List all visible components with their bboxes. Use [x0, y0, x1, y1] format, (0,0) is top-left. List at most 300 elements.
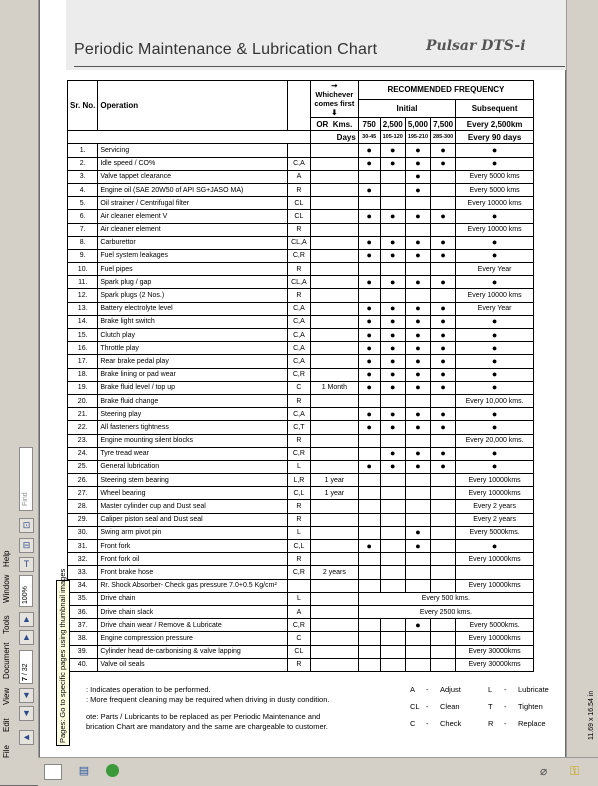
- cell-first: [310, 605, 358, 618]
- cell-sub: Every 20,000 kms.: [456, 434, 534, 447]
- menu-item-help[interactable]: Help: [2, 550, 11, 568]
- kms-label: Kms.: [332, 119, 353, 129]
- table-row: [68, 579, 534, 592]
- cell-first: [310, 658, 358, 671]
- cell-i4: ●: [431, 315, 456, 328]
- table-row: [68, 355, 534, 368]
- cell-i3: [405, 474, 430, 487]
- status-green-icon[interactable]: [106, 764, 119, 777]
- cell-i1: [358, 197, 380, 210]
- cell-sub: Every 10000kms: [456, 487, 534, 500]
- print-icon[interactable]: ▤: [78, 765, 90, 777]
- cell-i2: [380, 197, 405, 210]
- cell-i4: [431, 197, 456, 210]
- page-title: Periodic Maintenance & Lubrication Chart: [74, 41, 378, 58]
- legend-key: L: [488, 685, 493, 694]
- cell-i3: ●: [405, 210, 430, 223]
- blank-header: [68, 131, 311, 144]
- cell-op: Clutch play: [98, 329, 288, 342]
- cell-sub: Every 10000kms: [456, 632, 534, 645]
- prev-page-button[interactable]: ▲: [19, 612, 34, 627]
- table-row: [68, 210, 534, 223]
- table-row: [68, 302, 534, 315]
- cell-sr: 35.: [68, 592, 98, 605]
- menu-item-document[interactable]: Document: [2, 642, 11, 679]
- cell-code: C,A: [287, 342, 310, 355]
- km-750: 750: [358, 118, 380, 131]
- left-toolbar: [0, 0, 39, 785]
- cell-i4: [431, 540, 456, 553]
- cell-op: Air cleaner element V: [98, 210, 288, 223]
- cell-sub: ●: [456, 210, 534, 223]
- cell-i1: ●: [358, 183, 380, 196]
- cell-code: C,A: [287, 355, 310, 368]
- cell-first: [310, 170, 358, 183]
- right-arrow-icon: ➞: [331, 81, 338, 90]
- table-row: [68, 460, 534, 473]
- cell-i3: ●: [405, 619, 430, 632]
- table-row: [68, 487, 534, 500]
- cell-i4: ●: [431, 302, 456, 315]
- days-105: 105-120: [380, 131, 405, 144]
- cell-code: C,R: [287, 368, 310, 381]
- cell-code: C,R: [287, 447, 310, 460]
- table-row: [68, 315, 534, 328]
- cell-sr: 2.: [68, 157, 98, 170]
- cell-i2: [380, 223, 405, 236]
- cell-code: R: [287, 394, 310, 407]
- note-3: ote: Parts / Lubricants to be replaced as per Periodic Maintenance and: [86, 712, 321, 721]
- cell-i2: ●: [380, 368, 405, 381]
- page-current: 7: [22, 677, 29, 681]
- cell-i2: [380, 579, 405, 592]
- cell-sr: 22.: [68, 421, 98, 434]
- cell-i2: ●: [380, 302, 405, 315]
- table-row: [68, 249, 534, 262]
- cell-op: Brake fluid level / top up: [98, 381, 288, 394]
- cell-i1: ●: [358, 421, 380, 434]
- attachment-icon[interactable]: ⌀: [540, 764, 548, 778]
- cell-sub: Every 10000 kms: [456, 289, 534, 302]
- cell-op: Cylinder head de-carbonising & valve lapping: [98, 645, 288, 658]
- cell-sub: ●: [456, 249, 534, 262]
- cell-first: [310, 526, 358, 539]
- table-row: [68, 658, 534, 671]
- cell-i4: [431, 183, 456, 196]
- table-row: [68, 421, 534, 434]
- cell-i1: [358, 526, 380, 539]
- cell-sub: Every 5000 kms: [456, 183, 534, 196]
- cell-code: C,A: [287, 329, 310, 342]
- cell-code: R: [287, 434, 310, 447]
- cell-i4: [431, 513, 456, 526]
- page-thumbnail-icon[interactable]: [44, 764, 62, 780]
- cell-i3: ●: [405, 329, 430, 342]
- cell-i1: [358, 394, 380, 407]
- thumbnail-tooltip: [56, 568, 70, 746]
- legend-key: CL: [410, 702, 420, 711]
- cell-first: [310, 276, 358, 289]
- cell-i2: ●: [380, 355, 405, 368]
- cell-i3: ●: [405, 249, 430, 262]
- table-row: [68, 144, 534, 157]
- cell-sub: ●: [456, 368, 534, 381]
- table-row: [68, 566, 534, 579]
- menu-item-view[interactable]: View: [2, 687, 11, 706]
- cell-i1: [358, 170, 380, 183]
- cell-first: [310, 645, 358, 658]
- cell-i1: ●: [358, 355, 380, 368]
- table-row: [68, 394, 534, 407]
- cell-first: [310, 342, 358, 355]
- cell-i2: [380, 632, 405, 645]
- cell-i3: ●: [405, 381, 430, 394]
- cell-op: Steering play: [98, 408, 288, 421]
- table-row: [68, 276, 534, 289]
- cell-i2: [380, 474, 405, 487]
- cell-sub: Every Year: [456, 302, 534, 315]
- down-arrow-icon: ⬇: [331, 108, 338, 117]
- cell-i1: [358, 289, 380, 302]
- cell-first: 1 year: [310, 487, 358, 500]
- cell-i3: [405, 513, 430, 526]
- cell-i2: ●: [380, 157, 405, 170]
- cell-i2: ●: [380, 315, 405, 328]
- cell-code: [287, 144, 310, 157]
- cell-i3: ●: [405, 460, 430, 473]
- cell-sub: ●: [456, 329, 534, 342]
- cell-op: Idle speed / CO%: [98, 157, 288, 170]
- find-input[interactable]: [19, 447, 33, 511]
- cell-first: [310, 223, 358, 236]
- note-2: : More frequent cleaning may be required when driving in dusty condition.: [86, 695, 330, 704]
- cell-op: Caliper piston seal and Dust seal: [98, 513, 288, 526]
- table-row: [68, 553, 534, 566]
- menu-item-file[interactable]: File: [2, 745, 11, 758]
- cell-sr: 26.: [68, 474, 98, 487]
- cell-code: C,L: [287, 487, 310, 500]
- cell-i1: ●: [358, 408, 380, 421]
- cell-sr: 5.: [68, 197, 98, 210]
- cell-code: L: [287, 460, 310, 473]
- cell-op: Wheel bearing: [98, 487, 288, 500]
- cell-i1: ●: [358, 236, 380, 249]
- cell-op: Carburettor: [98, 236, 288, 249]
- initial-header: Initial: [358, 99, 455, 118]
- cell-op: Engine mounting silent blocks: [98, 434, 288, 447]
- cell-op: Front brake hose: [98, 566, 288, 579]
- cell-code: C,R: [287, 619, 310, 632]
- cell-i2: [380, 170, 405, 183]
- cell-sr: 6.: [68, 210, 98, 223]
- cell-op: Drive chain slack: [98, 605, 288, 618]
- cell-code: R: [287, 223, 310, 236]
- cell-i2: ●: [380, 236, 405, 249]
- cell-code: R: [287, 183, 310, 196]
- cell-i2: [380, 566, 405, 579]
- days-195: 195-210: [405, 131, 430, 144]
- text-select-button[interactable]: T: [19, 557, 34, 572]
- cell-sub: ●: [456, 315, 534, 328]
- cell-sr: 12.: [68, 289, 98, 302]
- cell-i4: [431, 434, 456, 447]
- cell-i1: [358, 579, 380, 592]
- status-bar: [38, 757, 598, 786]
- cell-code: A: [287, 605, 310, 618]
- cell-op: Rear brake pedal play: [98, 355, 288, 368]
- cell-i3: [405, 579, 430, 592]
- cell-op: Front fork: [98, 540, 288, 553]
- cell-i2: [380, 658, 405, 671]
- cell-i1: ●: [358, 315, 380, 328]
- cell-i1: ●: [358, 329, 380, 342]
- cell-sub: [456, 566, 534, 579]
- whichever-text: Whichever comes first: [314, 90, 355, 108]
- right-panel: [566, 0, 598, 757]
- cell-i4: [431, 579, 456, 592]
- menu-item-tools[interactable]: Tools: [2, 615, 11, 634]
- cell-first: [310, 500, 358, 513]
- cell-op: Spark plugs (2 Nos.): [98, 289, 288, 302]
- code-header: [287, 81, 310, 131]
- cell-i2: ●: [380, 408, 405, 421]
- cell-i3: [405, 263, 430, 276]
- cell-sub: Every Year: [456, 263, 534, 276]
- cell-span: Every 2500 kms.: [358, 605, 533, 618]
- subsequent-header: Subsequent: [456, 99, 534, 118]
- cell-first: [310, 394, 358, 407]
- cell-i1: [358, 645, 380, 658]
- legend-dash: -: [504, 719, 507, 728]
- table-row: [68, 197, 534, 210]
- cell-i4: ●: [431, 210, 456, 223]
- page-size-label: 11.69 x 16.54 in: [588, 690, 595, 740]
- cell-code: C,T: [287, 421, 310, 434]
- cell-i2: ●: [380, 276, 405, 289]
- cell-sr: 11.: [68, 276, 98, 289]
- cell-i4: ●: [431, 421, 456, 434]
- days-label: Days: [310, 131, 358, 144]
- cell-sub: Every 30000kms: [456, 645, 534, 658]
- cell-sub: Every 5000 kms: [456, 170, 534, 183]
- menu-item-edit[interactable]: Edit: [2, 717, 11, 732]
- cell-op: Drive chain wear / Remove & Lubricate: [98, 619, 288, 632]
- cell-first: [310, 329, 358, 342]
- cell-i1: [358, 474, 380, 487]
- cell-i3: [405, 553, 430, 566]
- legend-dash: -: [504, 702, 507, 711]
- table-row: [68, 434, 534, 447]
- tooltip-text: Pages: Go to specific pages using thumbnail images: [58, 568, 67, 743]
- note-1: : Indicates operation to be performed.: [86, 685, 211, 694]
- first-page-button[interactable]: ▲: [19, 630, 34, 645]
- cell-code: A: [287, 170, 310, 183]
- cell-code: CL: [287, 210, 310, 223]
- cell-first: [310, 579, 358, 592]
- cell-i3: [405, 434, 430, 447]
- legend-key: R: [488, 719, 494, 728]
- cell-i4: [431, 223, 456, 236]
- cell-first: [310, 460, 358, 473]
- cell-i1: [358, 553, 380, 566]
- cell-i4: ●: [431, 460, 456, 473]
- cell-i1: ●: [358, 144, 380, 157]
- cell-sub: Every 10000kms: [456, 579, 534, 592]
- cell-first: [310, 315, 358, 328]
- cell-code: CL,A: [287, 236, 310, 249]
- table-row: [68, 513, 534, 526]
- cell-sub: ●: [456, 157, 534, 170]
- cell-sr: 20.: [68, 394, 98, 407]
- cell-sr: 9.: [68, 249, 98, 262]
- cell-i1: ●: [358, 210, 380, 223]
- cell-i3: ●: [405, 355, 430, 368]
- back-button[interactable]: ◄: [19, 730, 34, 745]
- cell-first: [310, 632, 358, 645]
- cell-i3: ●: [405, 342, 430, 355]
- cell-first: [310, 421, 358, 434]
- cell-sr: 40.: [68, 658, 98, 671]
- cell-i2: ●: [380, 210, 405, 223]
- cell-i2: [380, 513, 405, 526]
- cell-op: Air cleaner element: [98, 223, 288, 236]
- cell-sr: 24.: [68, 447, 98, 460]
- cell-i2: ●: [380, 460, 405, 473]
- cell-i4: [431, 658, 456, 671]
- table-row: [68, 157, 534, 170]
- cell-sr: 1.: [68, 144, 98, 157]
- cell-code: C: [287, 632, 310, 645]
- cell-i1: ●: [358, 157, 380, 170]
- cell-first: 2 years: [310, 566, 358, 579]
- cell-i3: [405, 566, 430, 579]
- cell-i3: [405, 289, 430, 302]
- km-2500: 2,500: [380, 118, 405, 131]
- cell-i2: ●: [380, 381, 405, 394]
- days-30: 30-45: [358, 131, 380, 144]
- next-page-button[interactable]: ▼: [19, 688, 34, 703]
- km-7500: 7,500: [431, 118, 456, 131]
- cell-i2: [380, 289, 405, 302]
- cell-i4: [431, 487, 456, 500]
- security-icon[interactable]: ⚿: [570, 764, 580, 778]
- cell-sr: 39.: [68, 645, 98, 658]
- last-page-button[interactable]: ▼: [19, 706, 34, 721]
- cell-code: CL: [287, 197, 310, 210]
- cell-sr: 27.: [68, 487, 98, 500]
- cell-i4: [431, 526, 456, 539]
- cell-i4: ●: [431, 447, 456, 460]
- every-days-header: Every 90 days: [456, 131, 534, 144]
- cell-sub: Every 10000kms: [456, 553, 534, 566]
- cell-first: 1 Month: [310, 381, 358, 394]
- whichever-header: [310, 81, 358, 118]
- zoom-select[interactable]: [19, 575, 33, 607]
- legend-key: C: [410, 719, 416, 728]
- cell-i2: [380, 487, 405, 500]
- cell-i3: ●: [405, 302, 430, 315]
- cell-i3: [405, 394, 430, 407]
- find-placeholder: Find: [22, 492, 29, 506]
- cell-op: Swing arm pivot pin: [98, 526, 288, 539]
- cell-i1: [358, 500, 380, 513]
- cell-code: C,A: [287, 157, 310, 170]
- cell-first: [310, 408, 358, 421]
- cell-i2: ●: [380, 144, 405, 157]
- cell-i1: [358, 487, 380, 500]
- cell-code: C,A: [287, 315, 310, 328]
- fit-page-button[interactable]: ⊡: [19, 518, 34, 533]
- cell-sr: 34.: [68, 579, 98, 592]
- cell-i2: ●: [380, 329, 405, 342]
- cell-sr: 28.: [68, 500, 98, 513]
- cell-code: R: [287, 553, 310, 566]
- cell-sr: 4.: [68, 183, 98, 196]
- cell-i2: [380, 394, 405, 407]
- table-row: [68, 289, 534, 302]
- cell-op: Front fork oil: [98, 553, 288, 566]
- km-5000: 5,000: [405, 118, 430, 131]
- cell-code: C,R: [287, 566, 310, 579]
- cell-i4: [431, 553, 456, 566]
- cell-sub: ●: [456, 381, 534, 394]
- table-row: [68, 619, 534, 632]
- cell-code: C,R: [287, 249, 310, 262]
- cell-span: Every 500 kms.: [358, 592, 533, 605]
- cell-i2: [380, 183, 405, 196]
- cell-i2: [380, 553, 405, 566]
- cell-sub: Every 10000 kms: [456, 197, 534, 210]
- cell-first: [310, 157, 358, 170]
- cell-i2: ●: [380, 249, 405, 262]
- cell-i4: ●: [431, 342, 456, 355]
- legend-key: T: [488, 702, 493, 711]
- table-row: [68, 447, 534, 460]
- table-row: [68, 605, 534, 618]
- cell-i1: [358, 223, 380, 236]
- cell-i3: ●: [405, 144, 430, 157]
- page-number-input[interactable]: [19, 650, 33, 684]
- notes-legend: [74, 681, 554, 751]
- cell-i1: [358, 658, 380, 671]
- table-row: [68, 329, 534, 342]
- table-row: [68, 500, 534, 513]
- cell-sub: ●: [456, 540, 534, 553]
- cell-sub: ●: [456, 144, 534, 157]
- cell-i3: ●: [405, 526, 430, 539]
- menu-item-window[interactable]: Window: [2, 574, 11, 603]
- cell-sr: 13.: [68, 302, 98, 315]
- legend-value: Tighten: [518, 702, 543, 711]
- cell-i4: ●: [431, 276, 456, 289]
- table-row: [68, 526, 534, 539]
- cell-first: [310, 144, 358, 157]
- cell-first: [310, 302, 358, 315]
- cell-i1: [358, 566, 380, 579]
- legend-dash: -: [426, 685, 429, 694]
- cell-sr: 33.: [68, 566, 98, 579]
- legend-dash: -: [504, 685, 507, 694]
- cell-i3: ●: [405, 421, 430, 434]
- cell-i4: ●: [431, 249, 456, 262]
- cell-i4: [431, 263, 456, 276]
- cell-i4: [431, 619, 456, 632]
- fit-width-button[interactable]: ⊟: [19, 538, 34, 553]
- menu-bar: [2, 550, 18, 758]
- zoom-value: 100%: [22, 586, 29, 604]
- legend-value: Check: [440, 719, 462, 728]
- cell-sub: Every 2 years: [456, 500, 534, 513]
